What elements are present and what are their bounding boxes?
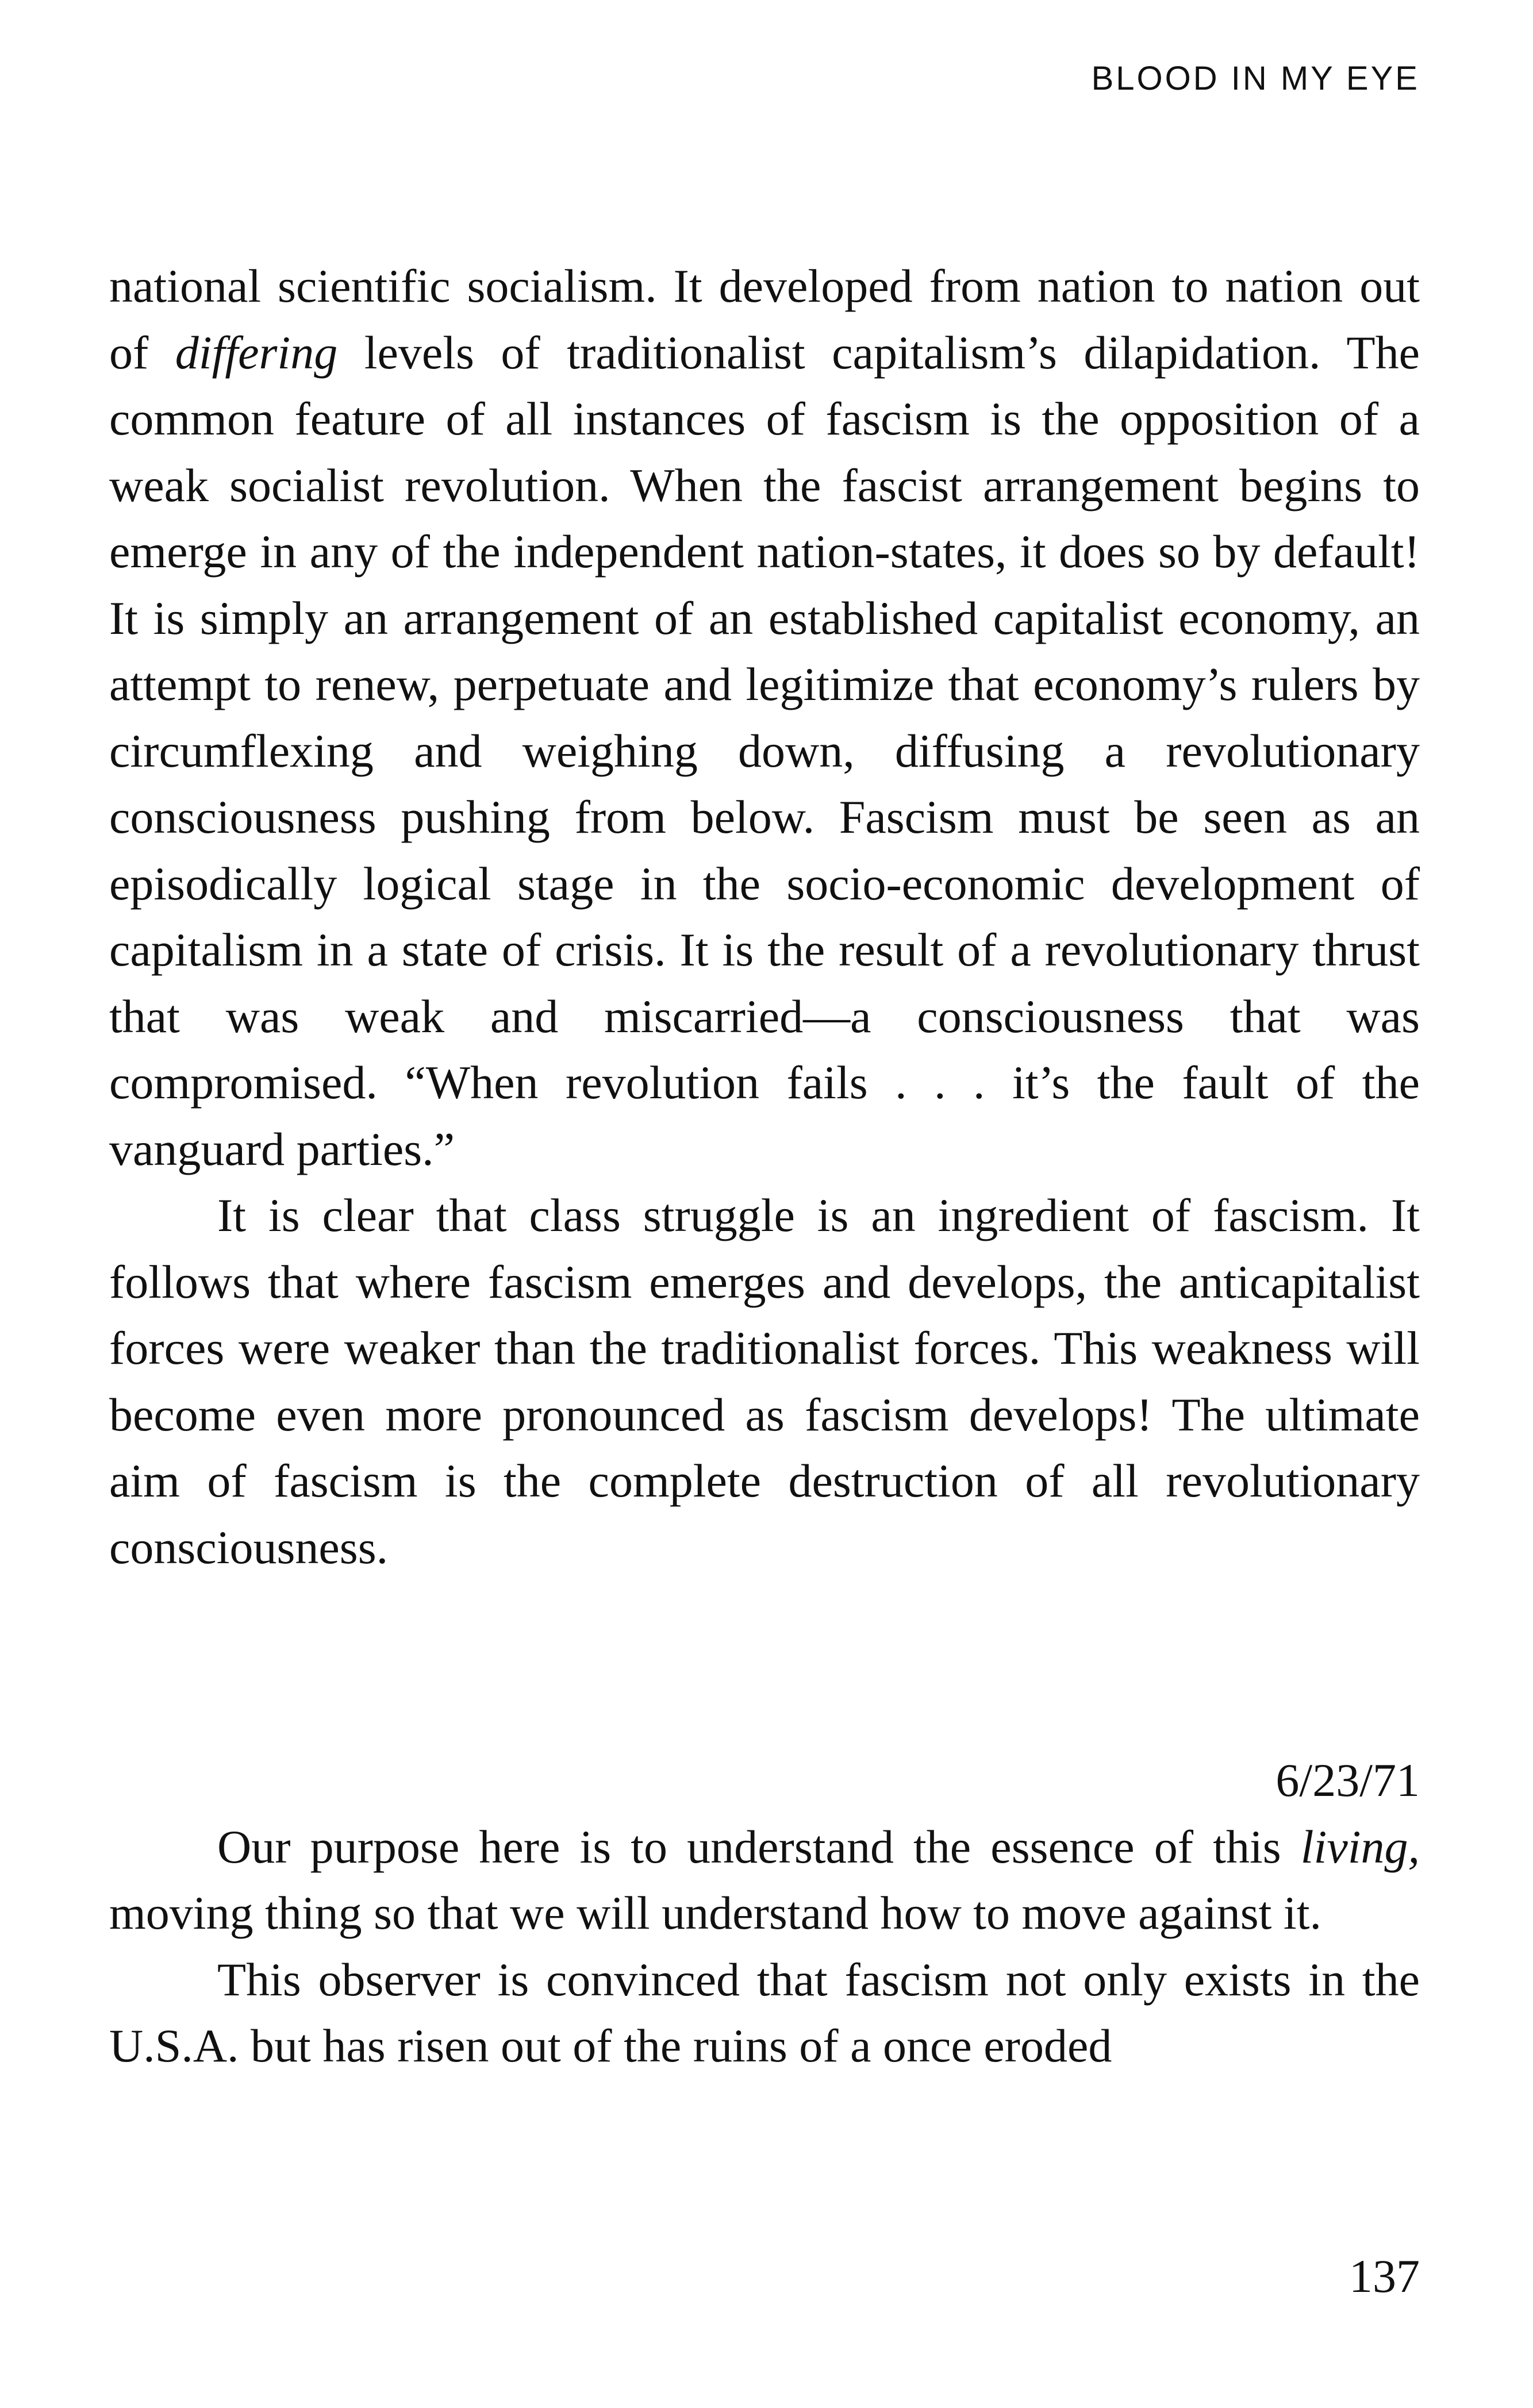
body-text-lower bbox=[109, 1747, 1420, 2079]
paragraph-text: levels of traditionalist capitalism’s dilapidation. The common feature of all instances of fascism is the opposition of a weak socialist revolution. When the fascist arrangement begins to emerge in any of the independent nation-states, it does so by default! It is simply an arrangement of an established capitalist economy, an attempt to renew, perpetuate and legitimize that economy’s rulers by circumflexing and weighing down, diffusing a revolutionary consciousness pushing from below. Fascism must be seen as an episodically logical stage in the socio-economic development of capitalism in a state of crisis. It is the result of a revolutionary thrust that was weak and miscarried—a consciousness that was compromised. “When revolution fails . . . it’s the fault of the vanguard parties.” bbox=[109, 326, 1420, 1175]
emphasized-word: differing bbox=[175, 326, 338, 379]
paragraph-text: moving thing so that we will understand how to move against it. bbox=[109, 1887, 1321, 1939]
paragraph-continued bbox=[109, 253, 1420, 1182]
paragraph bbox=[109, 1814, 1420, 1947]
paragraph-text: national scientific socialism. It developed from nation to nation out of bbox=[109, 260, 1420, 379]
running-head-title: BLOOD IN MY EYE bbox=[1091, 60, 1420, 97]
body-text-upper bbox=[109, 253, 1420, 1580]
paragraph-text: Our purpose here is to understand the essence of this bbox=[217, 1820, 1301, 1873]
page-number: 137 bbox=[1349, 2250, 1420, 2302]
paragraph: It is clear that class struggle is an ingredient of fascism. It follows that where fascism emerges and develops, the anticapitalist forces were weaker than the traditionalist forces. This weakness will become even more pronounced as fascism develops! The ultimate aim of fascism is the complete destruction of all revolutionary consciousness. bbox=[109, 1189, 1420, 1574]
entry-date: 6/23/71 bbox=[1275, 1754, 1420, 1806]
paragraph: This observer is convinced that fascism not only exists in the U.S.A. but has risen out of the ruins of a once eroded bbox=[109, 1953, 1420, 2072]
emphasized-word: living, bbox=[1300, 1820, 1420, 1873]
